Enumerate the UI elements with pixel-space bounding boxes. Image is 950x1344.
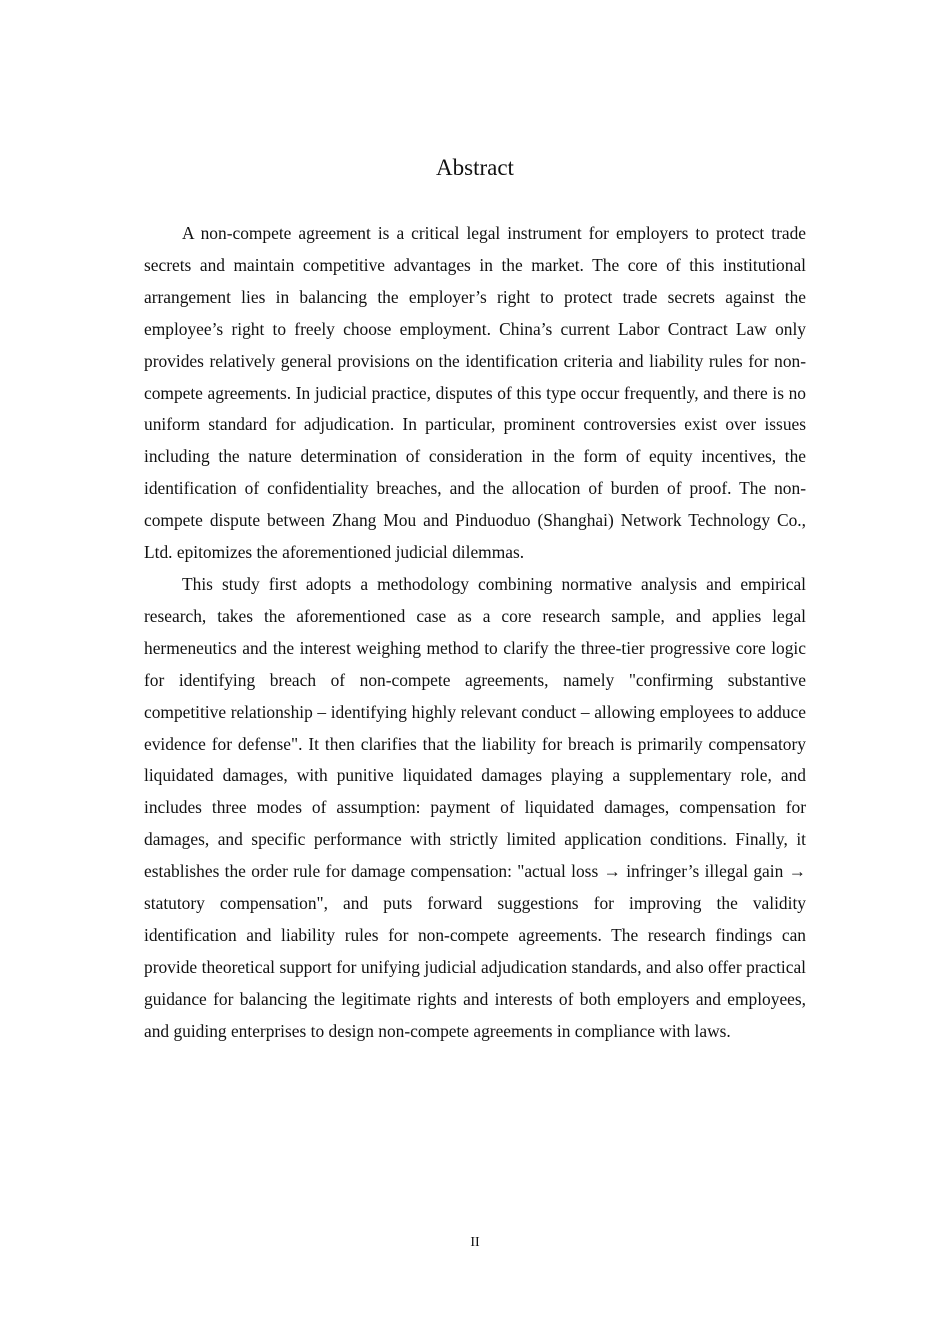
abstract-paragraph-1: A non-compete agreement is a critical legal instrument for employers to protect trade secrets and maintain competitive advantages in the market. The core of this institutional arrangement lies in balancing the employer’s right to protect trade secrets against the employee’s right to freely choose employment. China’s current Labor Contract Law only provides relatively general provisions on the identification criteria and liability rules for non-compete agreements. In judicial practice, disputes of this type occur frequently, and there is no uniform standard for adjudication. In particular, prominent controversies exist over issues including the nature determination of consideration in the form of equity incentives, the identification of confidentiality breaches, and the allocation of burden of proof. The non-compete dispute between Zhang Mou and Pinduoduo (Shanghai) Network Technology Co., Ltd. epitomizes the aforementioned judicial dilemmas. (144, 223, 806, 563)
abstract-title: Abstract (436, 155, 514, 180)
abstract-body (144, 218, 806, 1048)
page-number: II (470, 1235, 480, 1250)
abstract-paragraph-2: This study first adopts a methodology combining normative analysis and empirical research, takes the aforementioned case as a core research sample, and applies legal hermeneutics and the interest weighing method to clarify the three-tier progressive core logic for identifying breach of non-compete agreements, namely "confirming substantive competitive relationship – identifying highly relevant conduct – allowing employees to adduce evidence for defense". It then clarifies that the liability for breach is primarily compensatory liquidated damages, with punitive liquidated damages playing a supplementary role, and includes three modes of assumption: payment of liquidated damages, compensation for damages, and specific performance with strictly limited application conditions. Finally, it establishes the order rule for damage compensation: "actual loss → infringer’s illegal gain → statutory compensation", and puts forward suggestions for improving the validity identification and liability rules for non-compete agreements. The research findings can provide theoretical support for unifying judicial adjudication standards, and also offer practical guidance for balancing the legitimate rights and interests of both employers and employees, and guiding enterprises to design non-compete agreements in compliance with laws. (144, 573, 806, 1041)
